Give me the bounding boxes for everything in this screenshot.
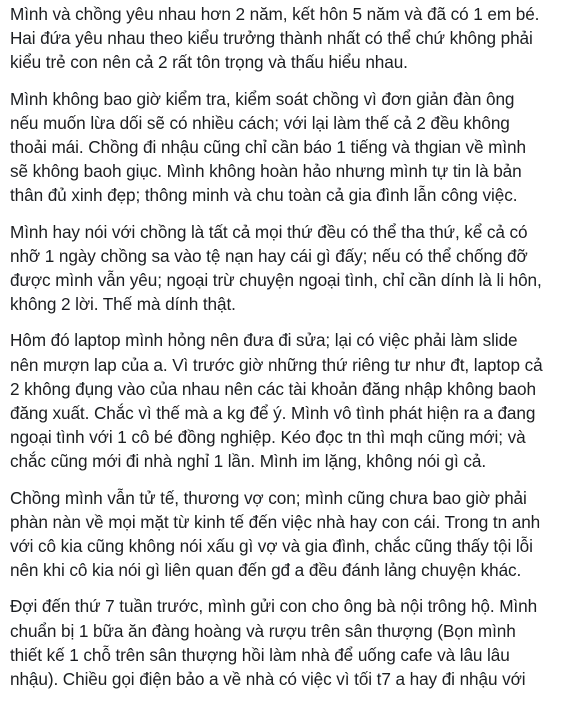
text-line: với cô kia cũng không nói xấu gì vợ và gia đình, chắc cũng thấy tội lỗi bbox=[10, 536, 533, 557]
text-line: thiết kế 1 chỗ trên sân thượng hồi làm nhà để uống cafe và lâu lâu bbox=[10, 644, 510, 665]
text-line: thoải mái. Chồng đi nhậu cũng chỉ cần báo 1 tiếng và thgian về mình bbox=[10, 137, 526, 158]
text-line: thân đủ xinh đẹp; thông minh và chu toàn cả gia đình lẫn công việc. bbox=[10, 185, 518, 206]
text-line: Hai đứa yêu nhau theo kiểu trưởng thành nhất có thể chứ không phải bbox=[10, 28, 533, 49]
text-line: đăng xuất. Chắc vì thế mà a kg để ý. Mình vô tình phát hiện ra a đang bbox=[10, 403, 536, 424]
paragraph-2 bbox=[10, 87, 574, 208]
text-line: chắc cũng mới đi nhà nghỉ 1 lần. Mình im lặng, không nói gì cả. bbox=[10, 451, 486, 472]
paragraph-1 bbox=[10, 2, 574, 75]
text-line: Mình không bao giờ kiểm tra, kiểm soát chồng vì đơn giản đàn ông bbox=[10, 88, 515, 109]
text-line: kiểu trẻ con nên cả 2 rất tôn trọng và thấu hiểu nhau. bbox=[10, 52, 408, 73]
text-line: ngoại tình với 1 cô bé đồng nghiệp. Kéo đọc tn thì mqh cũng mới; và bbox=[10, 427, 526, 448]
text-line: Hôm đó laptop mình hỏng nên đưa đi sửa; lại có việc phải làm slide bbox=[10, 330, 518, 351]
paragraph-5 bbox=[10, 486, 574, 583]
text-line: nhậu). Chiều gọi điện bảo a về nhà có việc vì tối t7 a hay đi nhậu với bbox=[10, 669, 526, 690]
paragraph-6 bbox=[10, 594, 574, 691]
text-line: nên mượn lap của a. Vì trước giờ những thứ riêng tư như đt, laptop cả bbox=[10, 354, 543, 375]
text-line: Chồng mình vẫn tử tế, thương vợ con; mình cũng chưa bao giờ phải bbox=[10, 487, 527, 508]
text-line: Mình hay nói với chồng là tất cả mọi thứ đều có thể tha thứ, kể cả có bbox=[10, 221, 528, 242]
text-line: nếu muốn lừa dối sẽ có nhiều cách; với lại làm thế cả 2 đều không bbox=[10, 112, 510, 133]
text-line: phàn nàn về mọi mặt từ kinh tế đến việc nhà hay con cái. Trong tn anh bbox=[10, 511, 541, 532]
text-line: 2 không đụng vào của nhau nên các tài khoản đăng nhập không baoh bbox=[10, 378, 536, 399]
text-line: nhỡ 1 ngày chồng sa vào tệ nạn hay cái gì đấy; nếu có thể chống đỡ bbox=[10, 245, 528, 266]
text-line: Đợi đến thứ 7 tuần trước, mình gửi con cho ông bà nội trông hộ. Mình bbox=[10, 596, 538, 617]
post-body bbox=[10, 2, 574, 703]
text-line: nên khi cô kia nói gì liên quan đến gđ a đều đánh lảng chuyện khác. bbox=[10, 560, 522, 581]
paragraph-3 bbox=[10, 220, 574, 317]
paragraph-4 bbox=[10, 328, 574, 473]
text-line: không 2 lời. Thế mà dính thật. bbox=[10, 294, 236, 315]
text-line: sẽ không baoh giục. Mình không hoàn hảo nhưng mình tự tin là bản bbox=[10, 161, 522, 182]
text-line: được mình vẫn yêu; ngoại trừ chuyện ngoại tình, chỉ cần dính là li hôn, bbox=[10, 270, 542, 291]
text-line: chuẩn bị 1 bữa ăn đàng hoàng và rượu trên sân thượng (Bọn mình bbox=[10, 620, 516, 641]
text-line: Mình và chồng yêu nhau hơn 2 năm, kết hôn 5 năm và đã có 1 em bé. bbox=[10, 4, 540, 24]
